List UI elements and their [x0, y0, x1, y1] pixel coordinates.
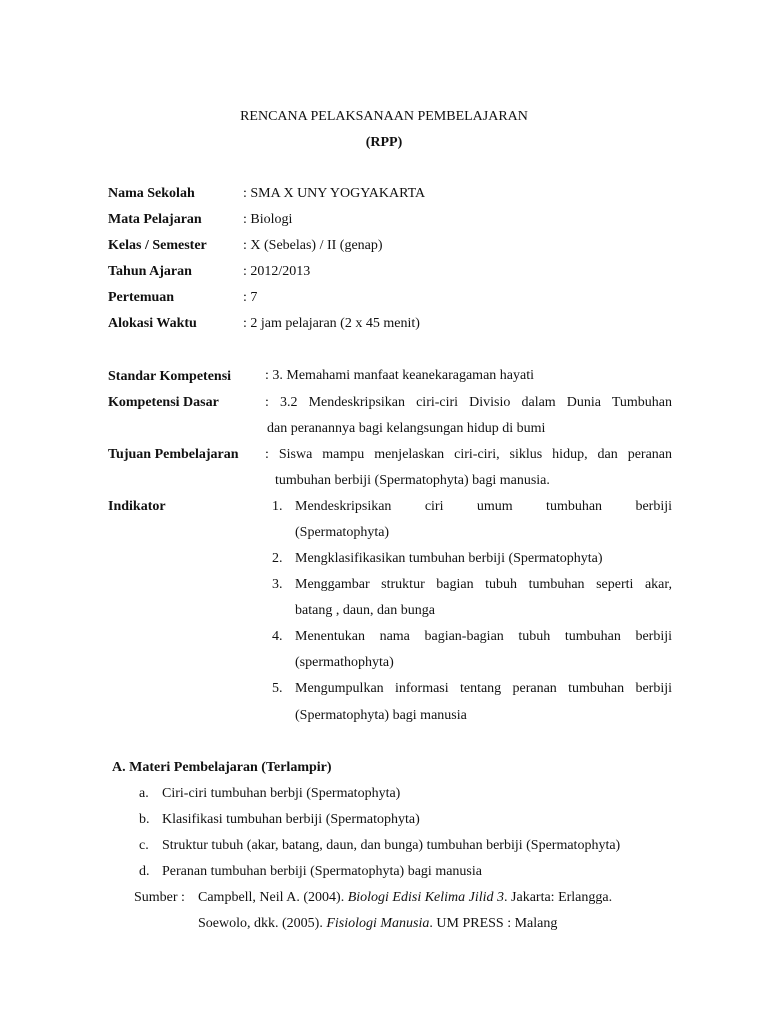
sumber-label: Sumber : — [134, 890, 185, 905]
sumber-reference — [198, 889, 612, 907]
kompetensi-dasar-line2: dan peranannya bagi kelangsungan hidup di bumi — [267, 421, 546, 436]
materi-letter: a. — [139, 786, 149, 801]
identity-value-time: : 2 jam pelajaran (2 x 45 menit) — [243, 316, 420, 331]
kompetensi-dasar-line1: : 3.2 Mendeskripsikan ciri-ciri Divisio dalam Dunia Tumbuhan — [265, 395, 672, 410]
tujuan-pembelajaran-line1: : Siswa mampu menjelaskan ciri-ciri, siklus hidup, dan peranan — [265, 447, 672, 462]
materi-item: Peranan tumbuhan berbiji (Spermatophyta) bagi manusia — [162, 864, 482, 879]
indikator-item-line: Mendeskripsikan ciri umum tumbuhan berbiji — [295, 499, 672, 514]
indikator-item-line: (spermathophyta) — [295, 655, 394, 670]
materi-letter: b. — [139, 812, 150, 827]
indikator-item-line: (Spermatophyta) — [295, 525, 390, 540]
indikator-item-line: Mengklasifikasikan tumbuhan berbiji (Spermatophyta) — [295, 551, 603, 566]
standar-kompetensi-value: : 3. Memahami manfaat keanekaragaman hayati — [265, 368, 534, 383]
document-title: RENCANA PELAKSANAAN PEMBELAJARAN — [240, 109, 528, 124]
indikator-number: 1. — [272, 499, 283, 514]
indikator-item-line: batang , daun, dan bunga — [295, 603, 435, 618]
identity-value-school: : SMA X UNY YOGYAKARTA — [243, 186, 426, 201]
identity-value-meeting: : 7 — [243, 290, 258, 305]
sumber-reference-text: Soewolo, dkk. (2005). — [198, 916, 327, 931]
materi-heading: A. Materi Pembelajaran (Terlampir) — [112, 760, 332, 775]
kompetensi-dasar-label: Kompetensi Dasar — [108, 395, 219, 410]
identity-label-meeting: Pertemuan — [108, 290, 175, 305]
tujuan-pembelajaran-label: Tujuan Pembelajaran — [108, 447, 239, 462]
indikator-number: 4. — [272, 629, 283, 644]
identity-label-school: Nama Sekolah — [108, 186, 195, 201]
materi-item: Ciri-ciri tumbuhan berbji (Spermatophyta) — [162, 786, 401, 801]
materi-letter: d. — [139, 864, 150, 879]
indikator-number: 2. — [272, 551, 283, 566]
indikator-item-line: Menentukan nama bagian-bagian tubuh tumbuhan berbiji — [295, 629, 672, 644]
sumber-reference-text: . UM PRESS : Malang — [429, 916, 558, 931]
sumber-reference-title: Fisiologi Manusia — [326, 916, 430, 931]
sumber-reference-title: Biologi Edisi Kelima Jilid 3 — [347, 890, 505, 905]
document-subtitle: (RPP) — [365, 135, 403, 150]
standar-kompetensi-label: Standar Kompetensi — [108, 369, 232, 384]
identity-label-subject: Mata Pelajaran — [108, 212, 202, 227]
identity-label-class: Kelas / Semester — [108, 238, 207, 253]
materi-item: Klasifikasi tumbuhan berbiji (Spermatophyta) — [162, 812, 420, 827]
sumber-reference-text: . Jakarta: Erlangga. — [504, 890, 613, 905]
identity-label-year: Tahun Ajaran — [108, 264, 192, 279]
identity-label-time: Alokasi Waktu — [108, 316, 197, 331]
indikator-item-line: (Spermatophyta) bagi manusia — [295, 708, 467, 723]
materi-letter: c. — [139, 838, 149, 853]
indikator-number: 3. — [272, 577, 283, 592]
identity-value-subject: : Biologi — [243, 212, 293, 227]
tujuan-pembelajaran-line2: tumbuhan berbiji (Spermatophyta) bagi manusia. — [275, 473, 550, 488]
indikator-number: 5. — [272, 681, 283, 696]
indikator-label: Indikator — [108, 499, 166, 514]
indikator-item-line: Menggambar struktur bagian tubuh tumbuhan seperti akar, — [295, 577, 672, 592]
indikator-item-line: Mengumpulkan informasi tentang peranan tumbuhan berbiji — [295, 681, 672, 696]
sumber-reference — [198, 915, 557, 933]
identity-value-year: : 2012/2013 — [243, 264, 311, 279]
materi-item: Struktur tubuh (akar, batang, daun, dan bunga) tumbuhan berbiji (Spermatophyta) — [162, 838, 621, 853]
sumber-reference-text: Campbell, Neil A. (2004). — [198, 890, 348, 905]
identity-value-class: : X (Sebelas) / II (genap) — [243, 238, 383, 253]
